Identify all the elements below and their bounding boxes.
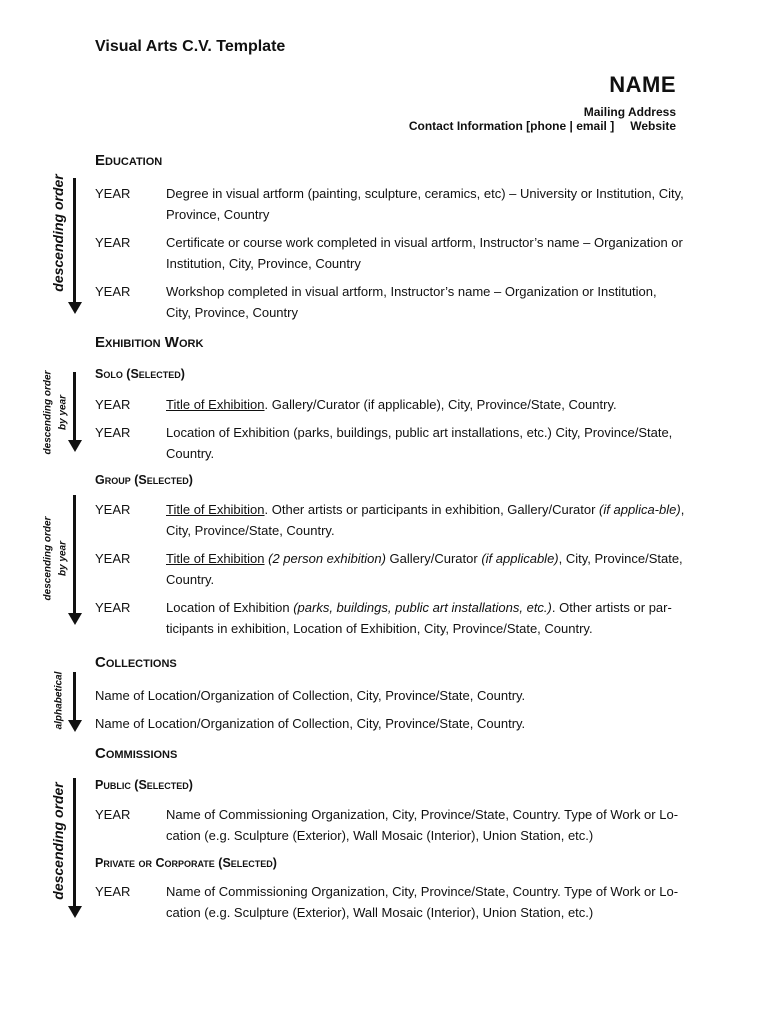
exhibition-heading: Exhibition Work: [95, 334, 204, 351]
side-label-solo: descending order: [42, 370, 54, 455]
group-row: [95, 597, 685, 639]
name-heading: NAME: [609, 72, 676, 97]
group-detail-italic: (parks, buildings, public art installations, etc.): [293, 600, 552, 615]
year: YEAR: [95, 235, 131, 250]
arrow-group: [73, 495, 76, 615]
year: YEAR: [95, 186, 131, 201]
solo-detail: . Gallery/Curator (if applicable), City, Province/State, Country.: [264, 397, 617, 412]
private-heading: Private or Corporate (Selected): [95, 856, 277, 870]
year: YEAR: [95, 397, 131, 412]
group-detail-italic: (if applicable): [481, 551, 559, 566]
solo-heading: Solo (Selected): [95, 367, 185, 381]
solo-row: [95, 422, 685, 464]
arrow-collections: [73, 672, 76, 722]
contact-line: [409, 119, 676, 133]
side-label-collections: alphabetical: [53, 671, 65, 730]
side-label-education: descending order: [50, 174, 66, 292]
arrow-head-collections: [68, 720, 82, 732]
group-text: [166, 548, 685, 590]
year: YEAR: [95, 502, 131, 517]
commissions-heading: Commissions: [95, 745, 178, 762]
side-label-commissions: descending order: [50, 782, 66, 900]
education-text: Certificate or course work completed in visual artform, Instructor’s name – Organization or Institution, City, Province, Country: [166, 235, 683, 271]
year: YEAR: [95, 600, 131, 615]
group-text: [166, 499, 685, 541]
arrow-education: [73, 178, 76, 304]
exhibition-title: Title of Exhibition: [166, 502, 265, 517]
commission-text: Name of Commissioning Organization, City, Province/State, Country. Type of Work or Lo-cation (e.g. Sculpture (Exterior), Wall Mosaic (Interior), Union Station, etc.): [166, 884, 679, 920]
year: YEAR: [95, 284, 131, 299]
group-heading: Group (Selected): [95, 473, 193, 487]
side-label-group-year: by year: [57, 540, 69, 577]
arrow-head-education: [68, 302, 82, 314]
education-text: Degree in visual artform (painting, sculpture, ceramics, etc) – University or Institution, City, Province, Country: [166, 186, 684, 222]
collection-text: Name of Location/Organization of Collection, City, Province/State, Country.: [95, 716, 526, 731]
public-heading: Public (Selected): [95, 778, 193, 792]
education-row: [95, 281, 685, 323]
group-detail: . Other artists or par-ticipants in exhibition, Location of Exhibition, City, Province/State, Country.: [166, 600, 672, 636]
solo-text: Location of Exhibition (parks, buildings, public art installations, etc.) City, Province/State, Country.: [166, 425, 673, 461]
group-detail-italic: (if applica-ble): [599, 502, 681, 517]
arrow-head-solo: [68, 440, 82, 452]
solo-text: [166, 394, 685, 415]
group-row: [95, 499, 685, 541]
arrow-solo: [73, 372, 76, 442]
group-text: [166, 597, 685, 639]
group-detail: Location of Exhibition: [166, 600, 294, 615]
arrow-head-group: [68, 613, 82, 625]
education-heading: Education: [95, 152, 163, 169]
arrow-commissions: [73, 778, 76, 908]
collection-text: Name of Location/Organization of Collection, City, Province/State, Country.: [95, 688, 526, 703]
group-row: [95, 548, 685, 590]
side-label-group: descending order: [42, 516, 54, 601]
group-detail-italic: (2 person exhibition): [268, 551, 386, 566]
education-row: [95, 232, 685, 274]
group-detail: Gallery/Curator: [385, 551, 482, 566]
exhibition-title: Title of Exhibition: [166, 551, 265, 566]
collections-heading: Collections: [95, 654, 177, 671]
year: YEAR: [95, 807, 131, 822]
website: Website: [630, 119, 676, 133]
group-detail: , City, Province/State, Country.: [166, 551, 683, 587]
year: YEAR: [95, 884, 131, 899]
education-row: [95, 183, 685, 225]
document-title: Visual Arts C.V. Template: [95, 38, 286, 55]
public-row: [95, 804, 685, 846]
mailing-address: Mailing Address: [583, 105, 676, 119]
side-label-solo-year: by year: [57, 394, 69, 431]
solo-row: [95, 394, 685, 415]
group-detail: , City, Province/State, Country.: [166, 502, 685, 538]
education-text: Workshop completed in visual artform, Instructor’s name – Organization or Institution, City, Province, Country: [166, 284, 657, 320]
collection-item: [95, 685, 685, 706]
year: YEAR: [95, 551, 131, 566]
contact-info: Contact Information [phone | email ]: [408, 119, 615, 133]
arrow-head-commissions: [68, 906, 82, 918]
group-detail: . Other artists or participants in exhibition, Gallery/Curator: [264, 502, 600, 517]
year: YEAR: [95, 425, 131, 440]
commission-text: Name of Commissioning Organization, City, Province/State, Country. Type of Work or Lo-cation (e.g. Sculpture (Exterior), Wall Mosaic (Interior), Union Station, etc.): [166, 807, 679, 843]
exhibition-title: Title of Exhibition: [166, 397, 265, 412]
collection-item: [95, 713, 685, 734]
private-row: [95, 881, 685, 923]
